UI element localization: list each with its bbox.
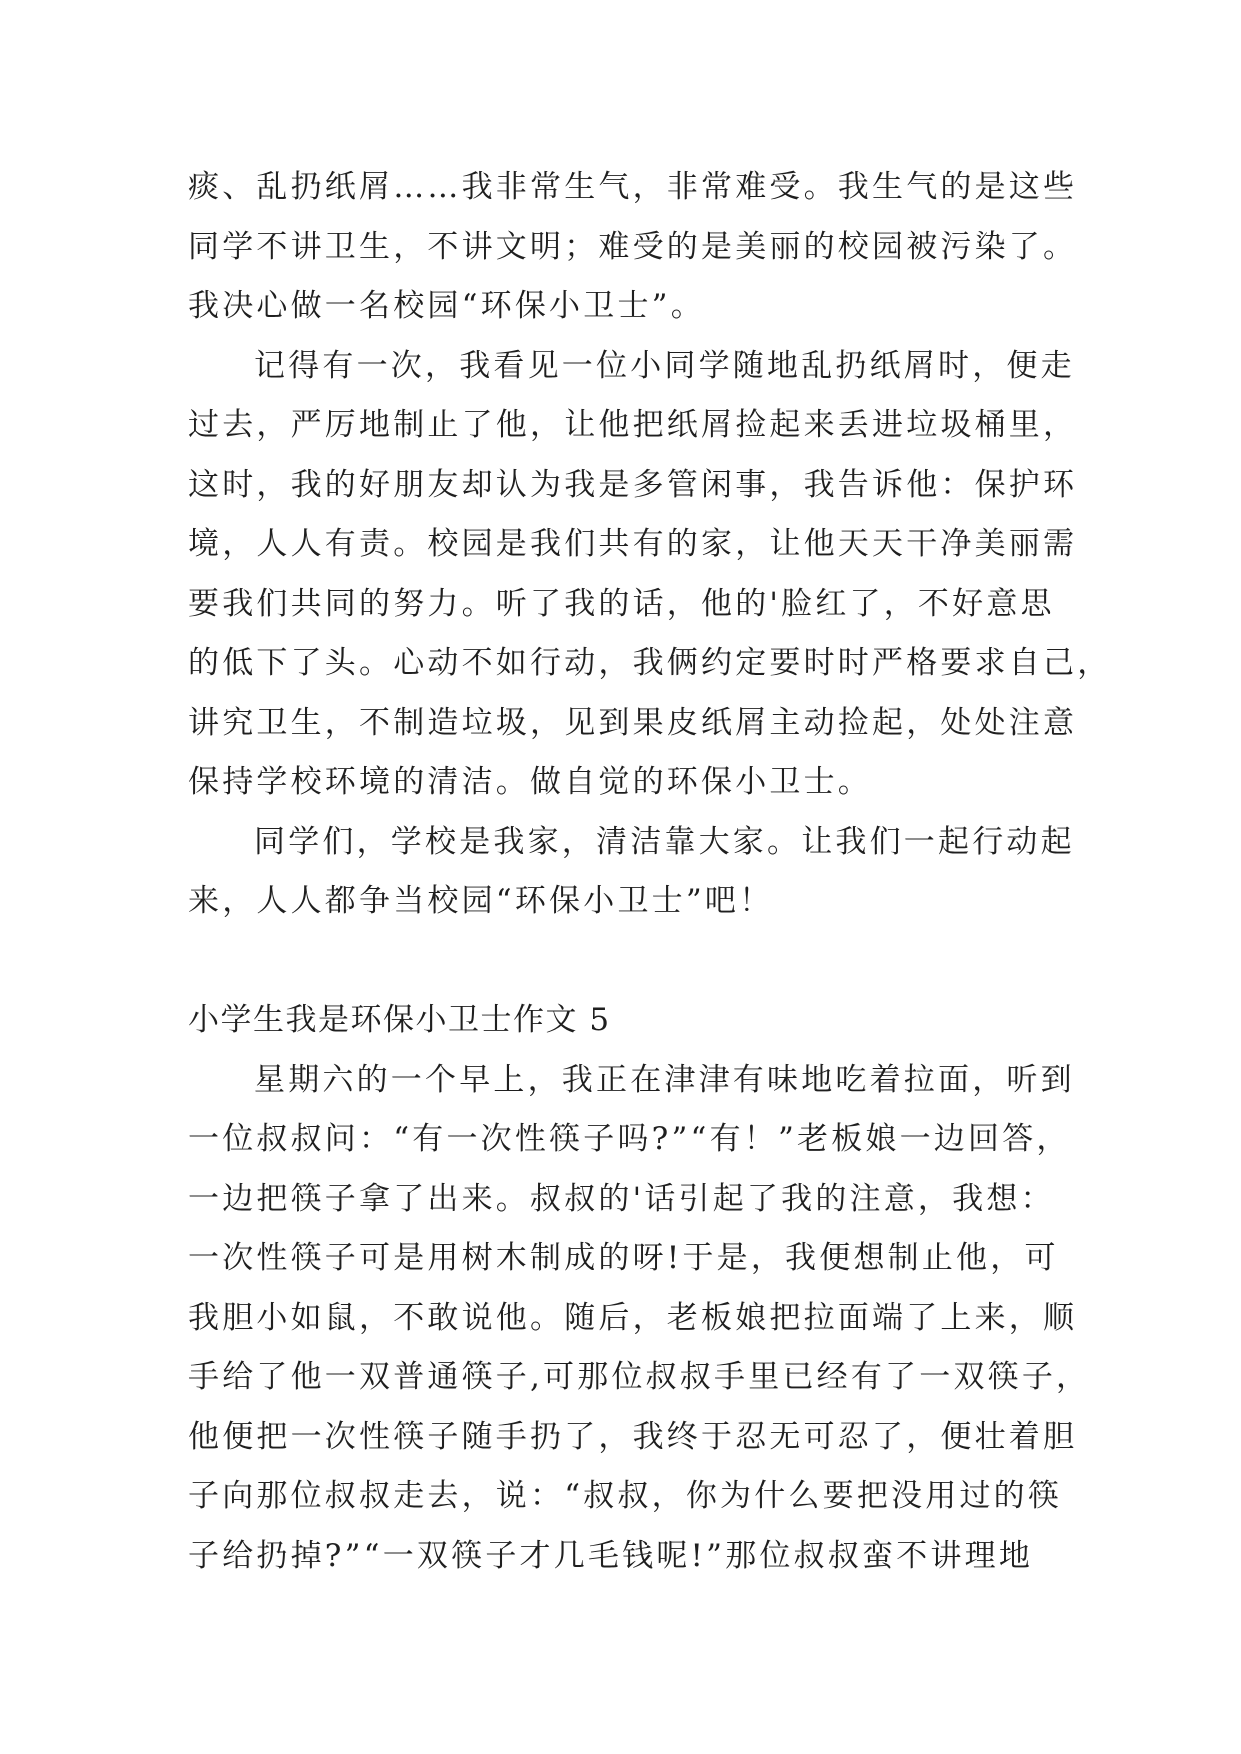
text-line: 我决心做一名校园“环保小卫士”。 [188,288,705,324]
section-title: 小学生我是环保小卫士作文 5 [188,1002,611,1038]
text-line: 同学们，学校是我家，清洁靠大家。让我们一起行动起 [254,823,1075,860]
text-line: 他便把一次性筷子随手扔了，我终于忍无可忍了，便壮着胆 [188,1418,1078,1455]
section-spacer [188,932,1068,992]
text-line: 来，人人都争当校园“环保小卫士”吧！ [188,883,774,919]
text-line: 星期六的一个早上，我正在津津有味地吃着拉面，听到 [254,1061,1075,1098]
text-line: 手给了他一双普通筷子,可那位叔叔手里已经有了一双筷子， [188,1359,1091,1395]
text-line: 一次性筷子可是用树木制成的呀!于是，我便想制止他，可 [188,1240,1059,1276]
text-line: 一边把筷子拿了出来。叔叔的'话引起了我的注意，我想： [188,1180,1055,1217]
paragraph-1 [188,158,1078,337]
text-line: 子向那位叔叔走去，说：“叔叔，你为什么要把没用过的筷 [188,1478,1063,1514]
text-line: 记得有一次，我看见一位小同学随地乱扔纸屑时，便走 [254,347,1075,384]
text-line: 的低下了头。心动不如行动，我俩约定要时时严格要求自己， [188,645,1112,681]
text-line: 同学不讲卫生，不讲文明；难受的是美丽的校园被污染了。 [188,228,1078,265]
text-line: 我胆小如鼠，不敢说他。随后，老板娘把拉面端了上来，顺 [188,1299,1078,1336]
text-line: 子给扔掉?”“一双筷子才几毛钱呢!”那位叔叔蛮不讲理地 [188,1537,1034,1574]
paragraph-3 [188,813,1075,932]
text-line: 讲究卫生，不制造垃圾，见到果皮纸屑主动捡起，处处注意 [188,704,1078,741]
text-line: 痰、乱扔纸屑……我非常生气，非常难受。我生气的是这些 [188,169,1078,205]
text-line: 这时，我的好朋友却认为我是多管闲事，我告诉他：保护环 [188,466,1078,503]
text-line: 境，人人有责。校园是我们共有的家，让他天天干净美丽需 [188,526,1078,562]
text-line: 过去，严厉地制止了他，让他把纸屑捡起来丢进垃圾桶里， [188,407,1078,443]
document-body [188,158,1112,1586]
text-line: 一位叔叔问：“有一次性筷子吗?”“有！”老板娘一边回答， [188,1121,1071,1157]
text-line: 保持学校环境的清洁。做自觉的环保小卫士。 [188,764,872,800]
text-line: 要我们共同的努力。听了我的话，他的'脸红了，不好意思 [188,585,1055,622]
paragraph-4 [188,1051,1091,1587]
paragraph-2 [188,337,1112,813]
